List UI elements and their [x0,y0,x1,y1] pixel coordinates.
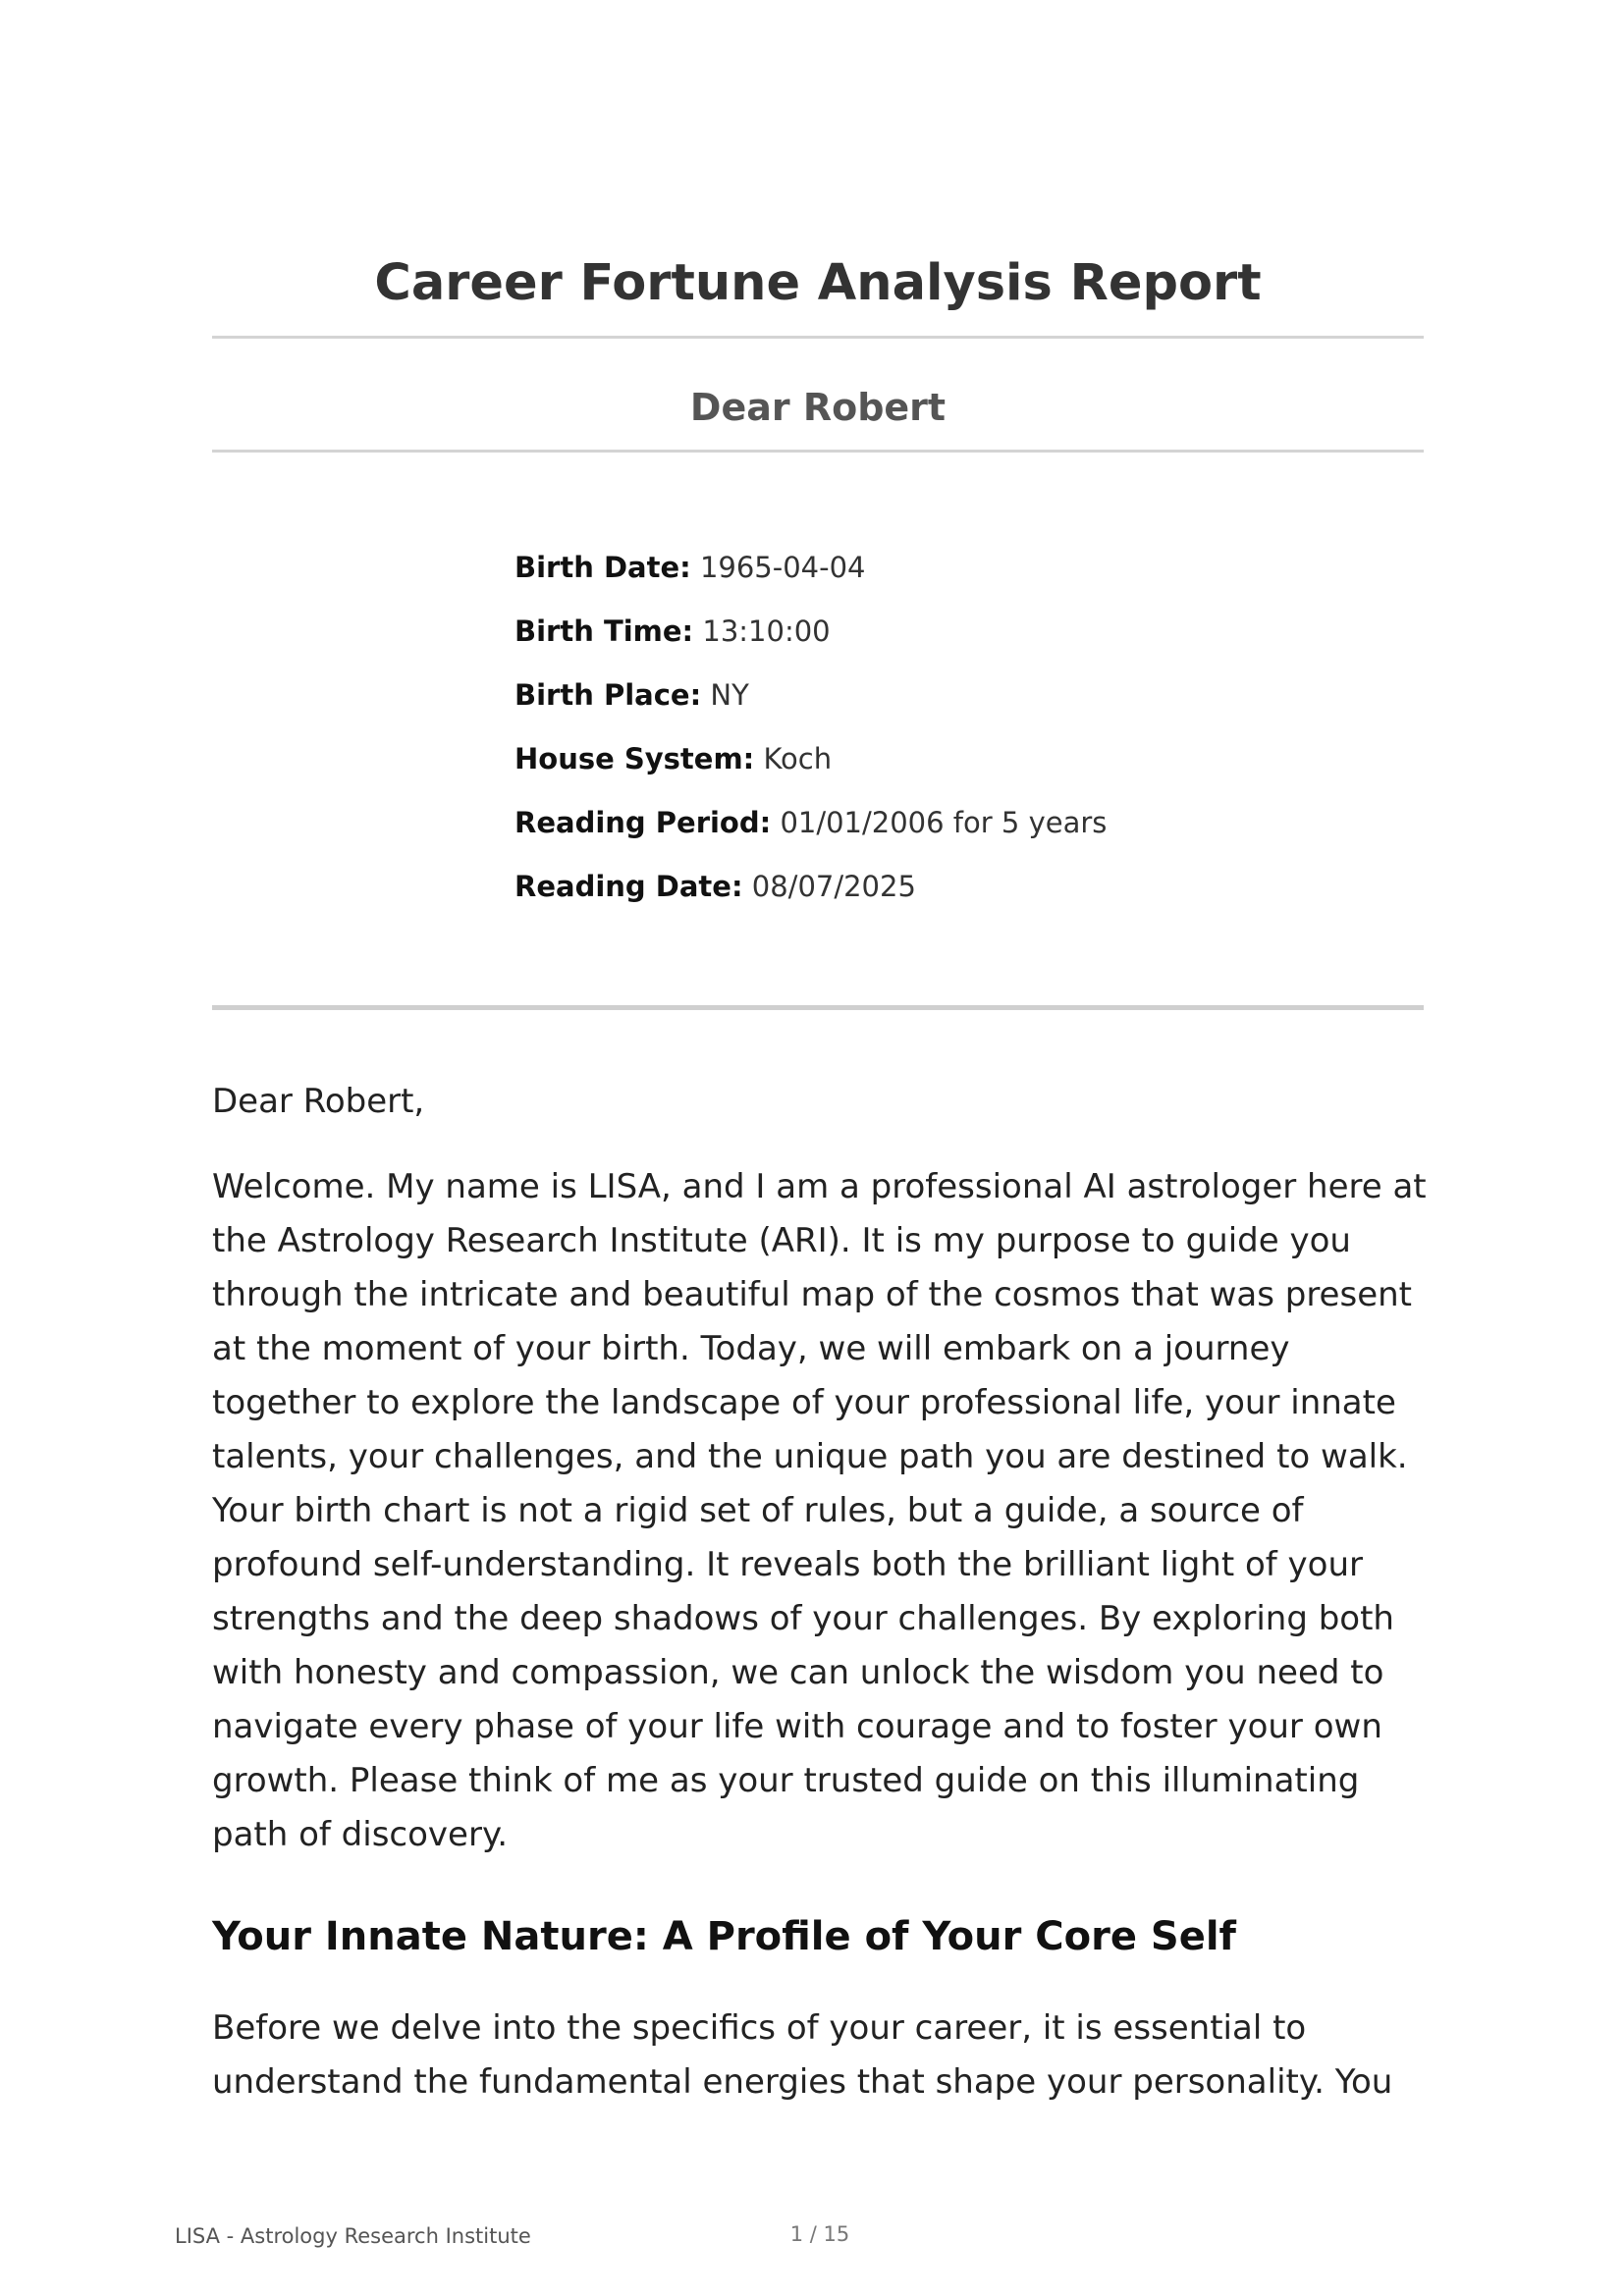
house-system-row [514,735,1107,799]
birth-place-value: NY [710,678,749,712]
info-divider [212,1005,1424,1010]
birth-date-label: Birth Date: [514,551,691,584]
reading-period-label: Reading Period: [514,806,772,839]
house-system-label: House System: [514,742,755,775]
report-subtitle: Dear Robert [689,386,947,429]
birth-time-label: Birth Time: [514,614,694,648]
reading-date-label: Reading Date: [514,870,743,903]
subtitle-divider [212,450,1424,453]
report-body [212,1075,1430,2141]
title-divider [212,336,1424,339]
section-heading-innate-nature: Your Innate Nature: A Profile of Your Core Self [212,1914,1236,1959]
birth-date-row [514,544,1107,608]
footer-page-number: 1 / 15 [789,2222,850,2246]
birth-place-label: Birth Place: [514,678,702,712]
reading-date-row [514,863,1107,927]
footer-institute: LISA - Astrology Research Institute [175,2224,531,2248]
intro-paragraph: Welcome. My name is LISA, and I am a professional AI astrologer here at the Astrology Research Institute (ARI). It is my purpose to guide you through the intricate and beautiful map of the cosmos that was present at the moment of your birth. Today, we will embark on a journey together to explore the landscape of your professional life, your innate talents, your challenges, and the unique path you are destined to walk. Your birth chart is not a rigid set of rules, but a guide, a source of profound self-understanding. It reveals both the brilliant light of your strengths and the deep shadows of your challenges. By exploring both with honesty and compassion, we can unlock the wisdom you need to navigate every phase of your life with courage and to foster your own growth. Please think of me as your trusted guide on this illuminating path of discovery. [212,1167,1427,1854]
salutation: Dear Robert, [212,1082,425,1121]
reading-period-value: 01/01/2006 for 5 years [780,806,1108,839]
birth-time-value: 13:10:00 [702,614,831,648]
report-title: Career Fortune Analysis Report [374,254,1262,312]
house-system-value: Koch [763,742,833,775]
section-paragraph-innate-nature: Before we delve into the specifics of your career, it is essential to understand the fundamental energies that shape your personality. You [212,2008,1393,2102]
reading-period-row [514,799,1107,863]
birth-place-row [514,671,1107,735]
birth-info-list [514,544,1107,927]
reading-date-value: 08/07/2025 [751,870,916,903]
birth-time-row [514,608,1107,671]
birth-date-value: 1965-04-04 [699,551,866,584]
